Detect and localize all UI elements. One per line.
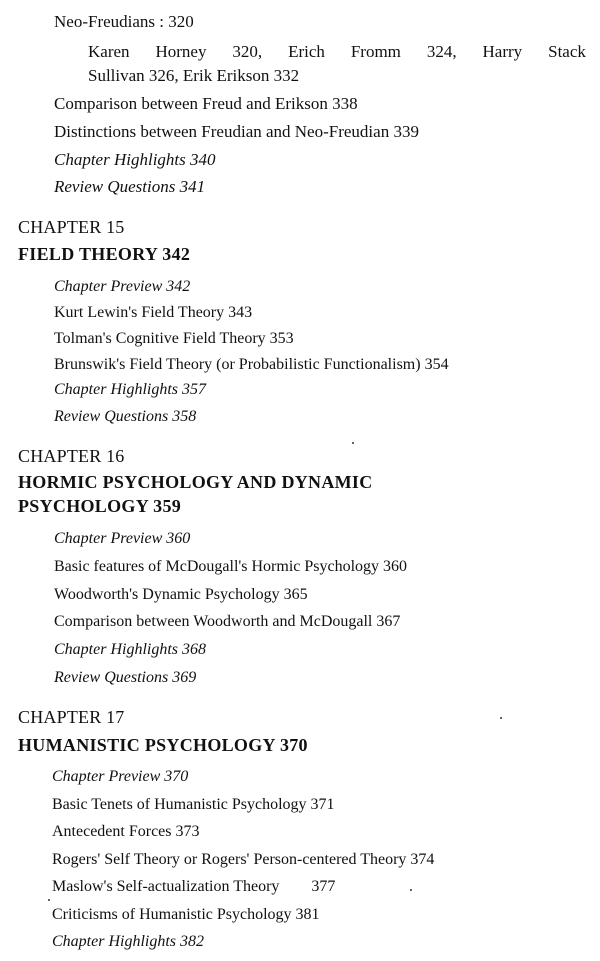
toc-entry: Comparison between Woodworth and McDougall 367 (54, 613, 401, 630)
chapter-title-line1: HORMIC PSYCHOLOGY AND DYNAMIC (18, 472, 373, 492)
word: 320, (232, 42, 263, 61)
toc-entry: Rogers' Self Theory or Rogers' Person-centered Theory 374 (52, 851, 435, 868)
toc-entry-distinctions: Distinctions between Freudian and Neo-Freudian 339 (54, 122, 419, 141)
chapter-label: CHAPTER 16 (18, 446, 125, 466)
word: 324, (426, 42, 457, 61)
toc-entry-chapter-preview: Chapter Preview 342 (54, 278, 191, 295)
word: Harry (482, 42, 523, 61)
toc-entry: Basic Tenets of Humanistic Psychology 371 (52, 796, 335, 813)
toc-entry-chapter-highlights: Chapter Highlights 340 (54, 150, 216, 169)
toc-entry-chapter-highlights: Chapter Highlights 368 (54, 641, 207, 658)
scan-speck (410, 889, 412, 891)
scan-speck (48, 899, 50, 901)
toc-entry-review-questions: Review Questions 369 (54, 669, 197, 686)
word: Horney (155, 42, 207, 61)
toc-subentry-names-line2: Sullivan 326, Erik Erikson 332 (88, 66, 300, 85)
chapter-title: FIELD THEORY 342 (18, 244, 191, 264)
word: Stack (548, 42, 586, 61)
chapter-label: CHAPTER 15 (18, 217, 125, 237)
toc-entry: Brunswik's Field Theory (or Probabilistic Functionalism) 354 (54, 356, 449, 373)
toc-entry-chapter-highlights: Chapter Highlights 357 (54, 381, 207, 398)
scan-speck (500, 717, 502, 719)
chapter-title: HUMANISTIC PSYCHOLOGY 370 (18, 735, 308, 755)
chapter-label: CHAPTER 17 (18, 707, 125, 727)
toc-entry: Kurt Lewin's Field Theory 343 (54, 304, 253, 321)
toc-entry: Basic features of McDougall's Hormic Psychology 360 (54, 558, 408, 575)
toc-entry-chapter-highlights: Chapter Highlights 382 (52, 933, 205, 950)
toc-entry-review-questions: Review Questions 358 (54, 408, 197, 425)
word: Fromm (350, 42, 401, 61)
toc-entry: Woodworth's Dynamic Psychology 365 (54, 586, 308, 603)
scan-speck (352, 442, 354, 444)
word: Karen (88, 42, 130, 61)
toc-entry-neo-freudians: Neo-Freudians : 320 (54, 12, 194, 31)
toc-entry-chapter-preview: Chapter Preview 370 (52, 768, 189, 785)
chapter-title-line2: PSYCHOLOGY 359 (18, 496, 182, 516)
toc-subentry-names-line1 (88, 42, 586, 62)
toc-entry: Criticisms of Humanistic Psychology 381 (52, 906, 320, 923)
toc-entry: Antecedent Forces 373 (52, 823, 200, 840)
toc-entry-review-questions: Review Questions 341 (54, 177, 206, 196)
word: Erich (288, 42, 325, 61)
toc-entry: Tolman's Cognitive Field Theory 353 (54, 330, 294, 347)
toc-entry-chapter-preview: Chapter Preview 360 (54, 530, 191, 547)
toc-entry-comparison: Comparison between Freud and Erikson 338 (54, 94, 358, 113)
toc-entry: Maslow's Self-actualization Theory 377 (52, 878, 336, 895)
